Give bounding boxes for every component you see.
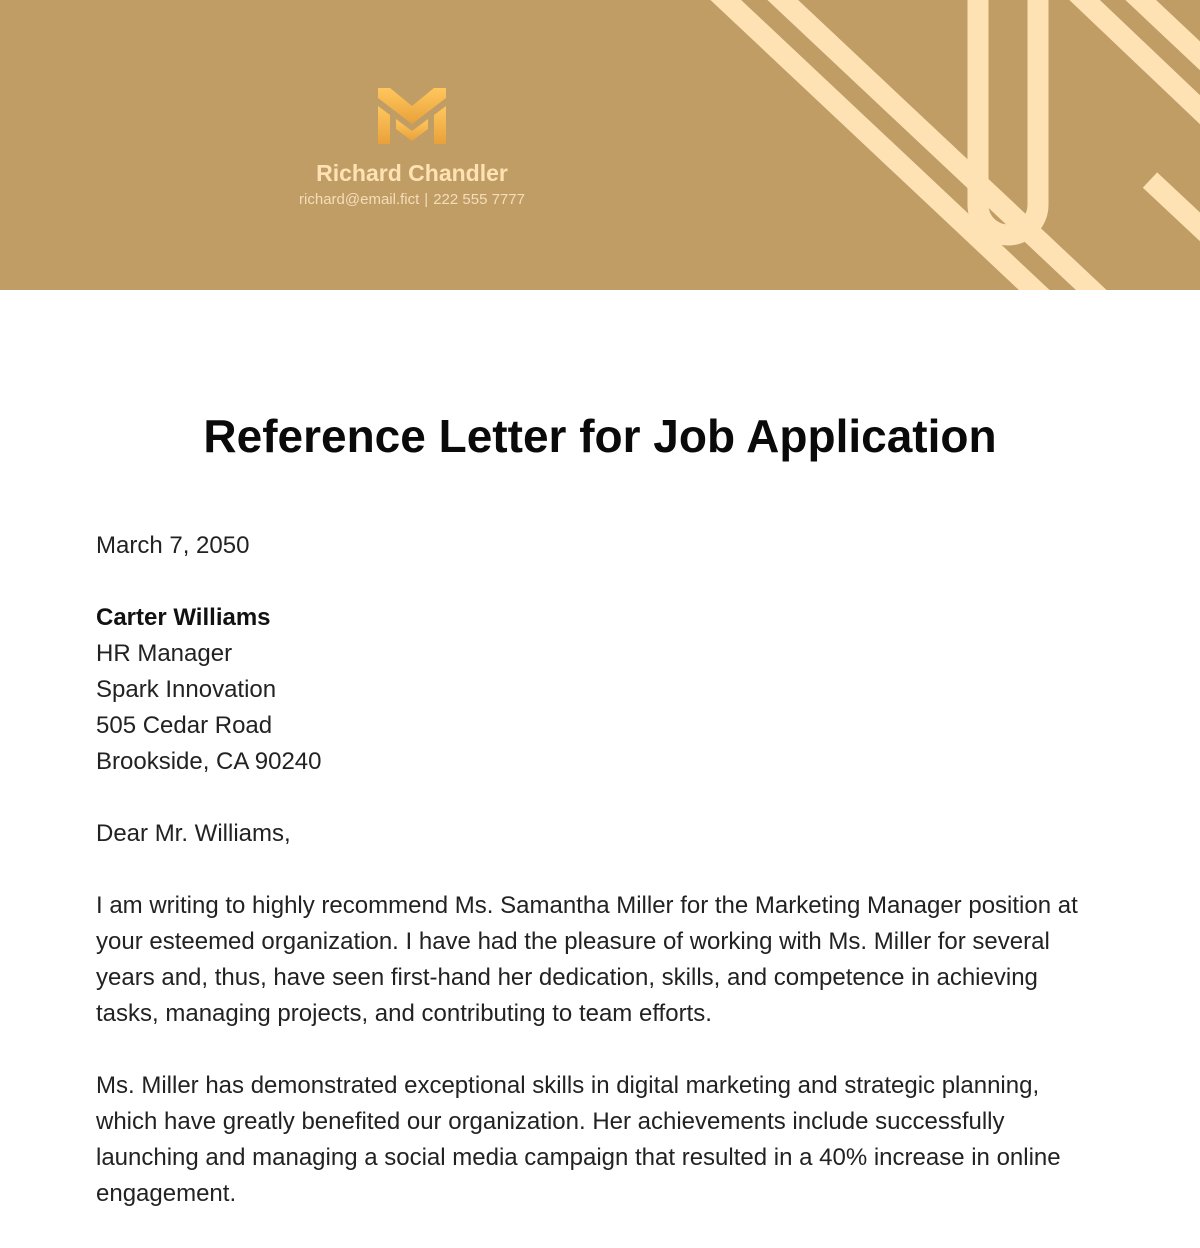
sender-contact (212, 190, 612, 210)
body-paragraph: Ms. Miller has demonstrated exceptional skills in digital marketing and strategic planning, which have greatly benefited our organization. Her achievements include successfully launching and managing a social media campaign that resulted in a 40% increase in online engagement. (96, 1072, 1061, 1207)
sender-name: Richard Chandler (316, 160, 508, 186)
m-monogram-icon (378, 88, 446, 144)
letter-date: March 7, 2050 (96, 532, 250, 559)
document-title: Reference Letter for Job Application (203, 410, 997, 462)
letter-body (96, 528, 1106, 1248)
recipient-street: 505 Cedar Road (96, 712, 273, 739)
sender-brand (212, 88, 612, 210)
salutation: Dear Mr. Williams, (96, 820, 291, 847)
letterhead-banner (0, 0, 1200, 290)
recipient-address (96, 600, 1106, 780)
sender-phone: 222 555 7777 (433, 191, 525, 208)
recipient-company: Spark Innovation (96, 676, 277, 703)
recipient-role: HR Manager (96, 640, 233, 667)
sender-email: richard@email.fict (299, 191, 420, 208)
recipient-name: Carter Williams (96, 604, 271, 631)
body-paragraph: I am writing to highly recommend Ms. Samantha Miller for the Marketing Manager position at your esteemed organization. I have had the pleasure of working with Ms. Miller for several years and, thus, have seen first-hand her dedication, skills, and competence in achieving tasks, managing projects, and contributing to team efforts. (96, 892, 1078, 1027)
contact-separator: | (424, 191, 429, 208)
recipient-city: Brookside, CA 90240 (96, 748, 322, 775)
